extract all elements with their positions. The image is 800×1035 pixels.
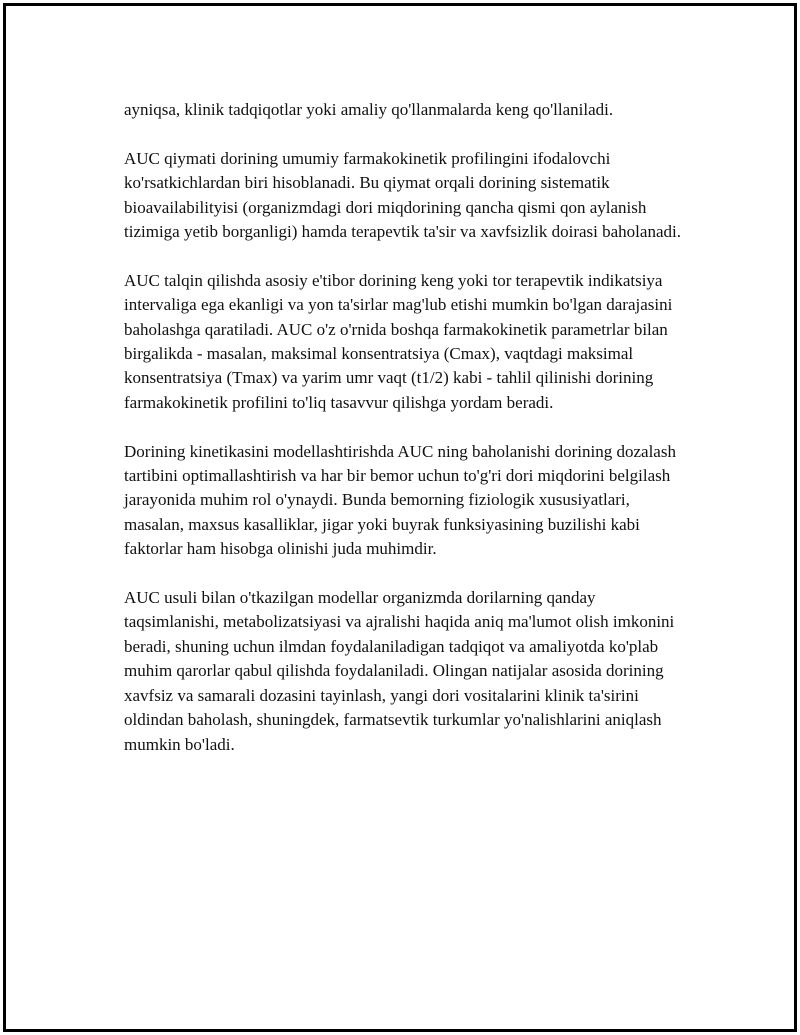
paragraph: Dorining kinetikasini modellashtirishda AUC ning baholanishi dorining dozalash tartibini optimallashtirish va har bir bemor uchun to'g'ri dori miqdorini belgilash jarayonida muhim rol o'ynaydi. Bunda bemorning fiziologik xususiyatlari, masalan, maxsus kasalliklar, jigar yoki buyrak funksiyasining buzilishi kabi faktorlar ham hisobga olinishi juda muhimdir. — [124, 441, 676, 559]
paragraph: ayniqsa, klinik tadqiqotlar yoki amaliy qo'llanmalarda keng qo'llaniladi. — [124, 100, 614, 119]
paragraph: AUC qiymati dorining umumiy farmakokinetik profilingini ifodalovchi ko'rsatkichlardan biri hisoblanadi. Bu qiymat orqali dorining sistematik bioavailabilityisi (organizmdagi dori miqdorining qancha qismi qon aylanish tizimiga yetib borganligi) hamda terapevtik ta'sir va xavfsizlik doirasi baholanadi. — [124, 148, 681, 242]
paragraph: AUC usuli bilan o'tkazilgan modellar organizmda dorilarning qanday taqsimlanishi, metabolizatsiyasi va ajralishi haqida aniq ma'lumot olish imkonini beradi, shuning uchun ilmdan foydalaniladigan tadqiqot va amaliyotda ko'plab muhim qarorlar qabul qilishda foydalaniladi. Olingan natijalar asosida dorining xavfsiz va samarali dozasini tayinlash, yangi dori vositalarini klinik ta'sirini oldindan baholash, shuningdek, farmatsevtik turkumlar yo'nalishlarini aniqlash mumkin bo'ladi. — [124, 588, 675, 754]
paragraph: AUC talqin qilishda asosiy e'tibor dorining keng yoki tor terapevtik indikatsiya intervaliga ega ekanligi va yon ta'sirlar mag'lub etishi mumkin bo'lgan darajasini baholashga qaratiladi. AUC o'z o'rnida boshqa farmakokinetik parametrlar bilan birgalikda - masalan, maksimal konsentratsiya (Cmax), vaqtdagi maksimal konsentratsiya (Tmax) va yarim umr vaqt (t1/2) kabi - tahlil qilinishi dorining farmakokinetik profilini to'liq tasavvur qilishga yordam beradi. — [124, 270, 673, 412]
document-body — [124, 98, 694, 781]
page-border — [3, 3, 797, 1032]
